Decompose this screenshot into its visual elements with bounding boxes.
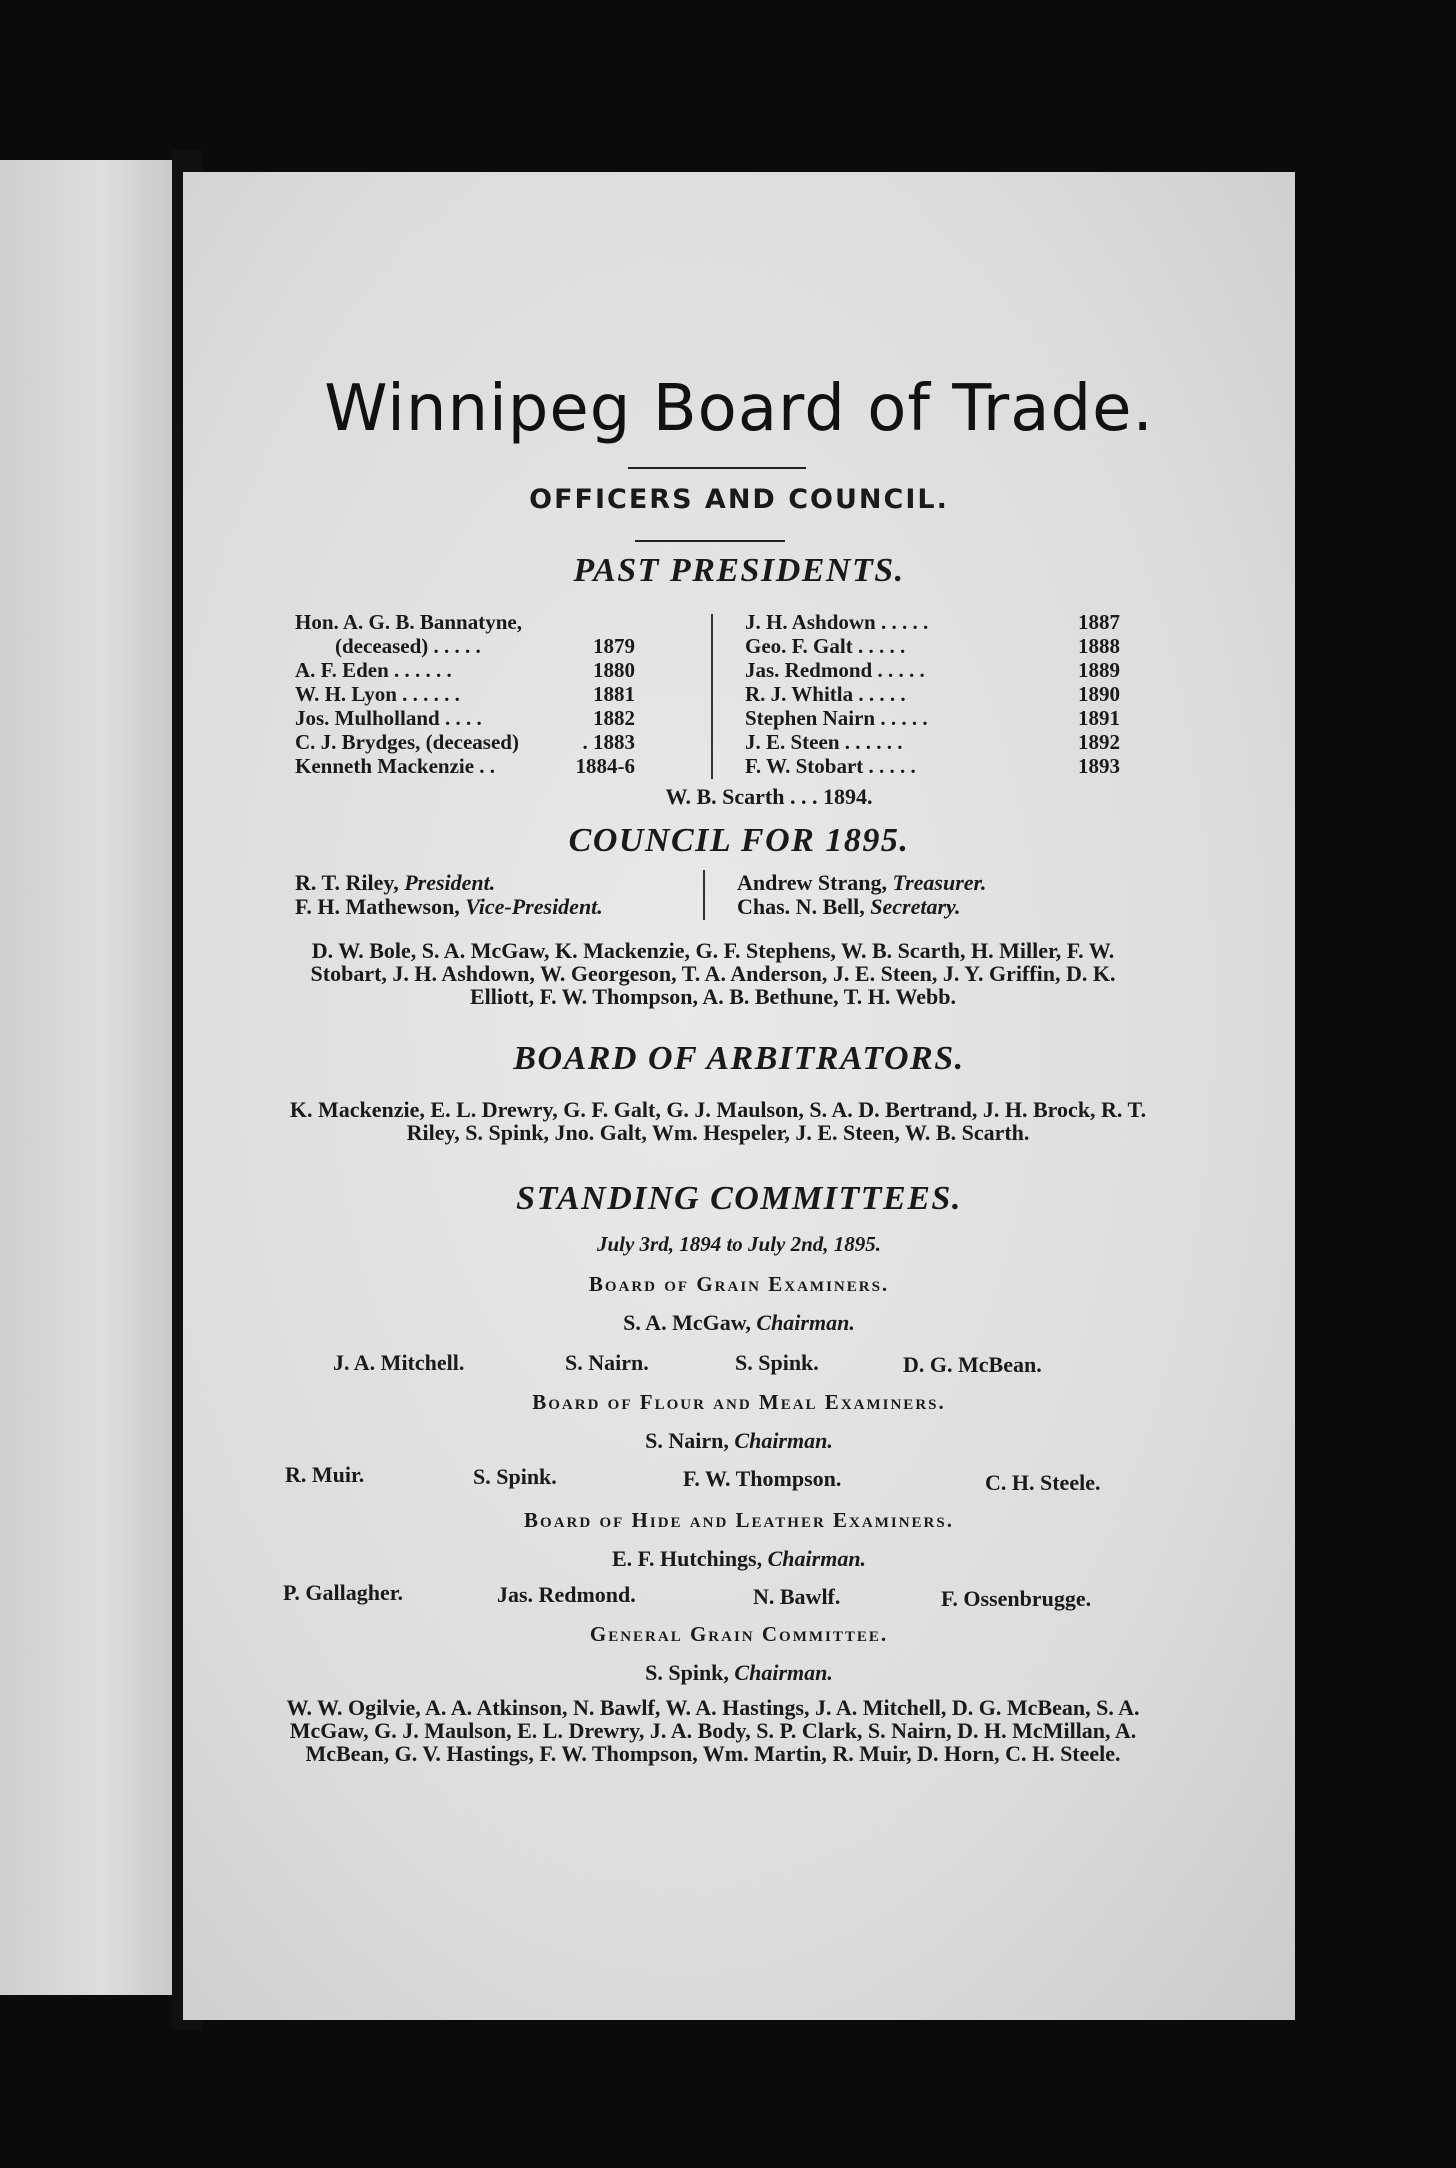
president-row: Kenneth Mackenzie . . 1884-6	[295, 754, 635, 778]
hide-board-member: F. Ossenbrugge.	[941, 1586, 1092, 1611]
president-row: Jos. Mulholland . . . . 1882	[295, 706, 635, 730]
general-grain-members: W. W. Ogilvie, A. A. Atkinson, N. Bawlf, W. A. Hastings, J. A. Mitchell, D. G. McBean, S. A. McGaw, G. J. Maulson, E. L. Drewry, J. A. Body, S. P. Clark, S. Nairn, D. H. McMillan, A. McBean, G. V. Hastings, F. W. Thompson, Wm. Martin, R. Muir, D. Horn, C. H. Steele.	[286, 1695, 1140, 1766]
past-presidents-heading: PAST PRESIDENTS.	[573, 552, 905, 589]
president-row: Hon. A. G. B. Bannatyne,	[295, 610, 522, 634]
column-divider	[711, 614, 713, 779]
committee-dates: July 3rd, 1894 to July 2nd, 1895.	[596, 1232, 882, 1256]
hide-board-member: N. Bawlf.	[753, 1584, 841, 1609]
council-vice-president: F. H. Mathewson, Vice-President.	[295, 894, 603, 919]
grain-board-member: S. Nairn.	[565, 1350, 649, 1375]
subtitle-rule	[635, 540, 785, 542]
president-row: Stephen Nairn . . . . . 1891	[745, 706, 1120, 730]
arbitrators-members: K. Mackenzie, E. L. Drewry, G. F. Galt, G. J. Maulson, S. A. D. Bertrand, J. H. Brock, R. T. Riley, S. Spink, Jno. Galt, Wm. Hespeler, J. E. Steen, W. B. Scarth.	[289, 1097, 1147, 1145]
council-secretary: Chas. N. Bell, Secretary.	[737, 894, 961, 919]
grain-board-title: Board of Grain Examiners.	[588, 1272, 890, 1296]
grain-board-member: S. Spink.	[735, 1350, 819, 1375]
president-row: J. E. Steen . . . . . . 1892	[745, 730, 1120, 754]
flour-board-chair: S. Nairn, Chairman.	[645, 1428, 833, 1453]
arbitrators-heading: BOARD OF ARBITRATORS.	[513, 1040, 965, 1077]
president-row: (deceased) . . . . . 1879	[335, 634, 635, 658]
president-row: R. J. Whitla . . . . . 1890	[745, 682, 1120, 706]
left-page-edge	[0, 160, 172, 1995]
past-presidents-left	[295, 610, 635, 778]
flour-board-member: F. W. Thompson.	[683, 1466, 842, 1491]
past-presidents-right	[745, 610, 1120, 778]
grain-board-member: D. G. McBean.	[903, 1352, 1042, 1377]
hide-board-member: P. Gallagher.	[283, 1580, 404, 1605]
document-page	[183, 172, 1295, 2020]
flour-board-member: R. Muir.	[285, 1462, 365, 1487]
president-row: A. F. Eden . . . . . . 1880	[295, 658, 635, 682]
flour-board-member: S. Spink.	[473, 1464, 557, 1489]
president-row: Jas. Redmond . . . . . 1889	[745, 658, 1120, 682]
president-row: J. H. Ashdown . . . . . 1887	[745, 610, 1120, 634]
hide-board-chair: E. F. Hutchings, Chairman.	[611, 1546, 867, 1571]
council-members: D. W. Bole, S. A. McGaw, K. Mackenzie, G. F. Stephens, W. B. Scarth, H. Miller, F. W. Stobart, J. H. Ashdown, W. Georgeson, T. A. Anderson, J. E. Steen, J. Y. Griffin, D. K. Elliott, F. W. Thompson, A. B. Bethune, T. H. Webb.	[310, 938, 1116, 1009]
hide-board-title: Board of Hide and Leather Examiners.	[524, 1508, 954, 1532]
flour-board-title: Board of Flour and Meal Examiners.	[532, 1390, 946, 1414]
standing-committees-heading: STANDING COMMITTEES.	[516, 1180, 962, 1217]
council-president: R. T. Riley, President.	[295, 870, 496, 895]
president-row: W. H. Lyon . . . . . . 1881	[295, 682, 635, 706]
grain-board-member: J. A. Mitchell.	[333, 1350, 465, 1375]
president-row: F. W. Stobart . . . . . 1893	[745, 754, 1120, 778]
general-grain-chair: S. Spink, Chairman.	[645, 1660, 833, 1685]
president-row: Geo. F. Galt . . . . . 1888	[745, 634, 1120, 658]
council-treasurer: Andrew Strang, Treasurer.	[737, 870, 987, 895]
grain-board-chair: S. A. McGaw, Chairman.	[623, 1310, 855, 1335]
hide-board-member: Jas. Redmond.	[497, 1582, 636, 1607]
page-subtitle: OFFICERS AND COUNCIL.	[529, 484, 949, 515]
flour-board-member: C. H. Steele.	[985, 1470, 1101, 1495]
president-1894: W. B. Scarth . . . 1894.	[665, 784, 873, 809]
officers-divider	[703, 870, 705, 920]
general-grain-title: General Grain Committee.	[589, 1622, 889, 1646]
title-rule	[628, 467, 806, 469]
council-heading: COUNCIL FOR 1895.	[568, 822, 910, 859]
page-title: Winnipeg Board of Trade.	[324, 372, 1154, 446]
president-row: C. J. Brydges, (deceased) . 1883	[295, 730, 635, 754]
